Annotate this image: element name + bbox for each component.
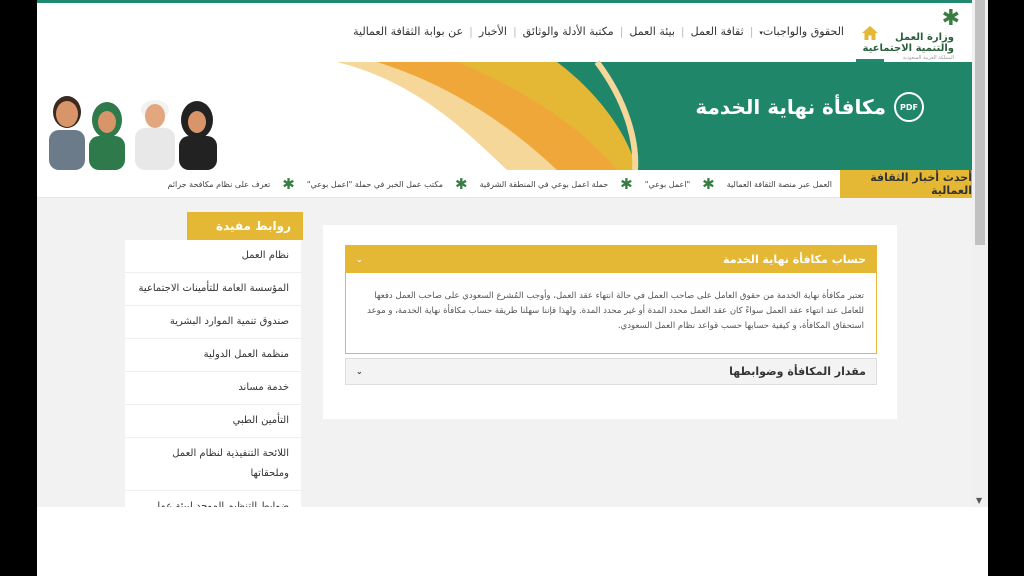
link-musaned[interactable]: خدمة مساند (125, 372, 301, 405)
people-illustration (37, 92, 227, 170)
nav-rights-duties[interactable]: الحقوق والواجبات▾ (759, 25, 844, 38)
scrollbar-thumb[interactable] (975, 0, 985, 245)
content-card (323, 225, 897, 419)
site-header (37, 0, 972, 62)
nav-separator: | (512, 25, 517, 38)
nav-about[interactable]: عن بوابة الثقافة العمالية (353, 25, 464, 38)
ticker-item[interactable]: مكتب عمل الخبر في حملة "اعمل بوعي" (306, 179, 444, 189)
main-nav (347, 25, 850, 38)
palm-logo-icon: ✱ (941, 6, 960, 31)
chevron-down-icon: ▾ (759, 29, 763, 37)
nav-separator: | (749, 25, 754, 38)
home-button[interactable] (856, 6, 884, 62)
screen-edge (988, 0, 1024, 576)
link-gosi[interactable]: المؤسسة العامة للتأمينات الاجتماعية (125, 273, 301, 306)
useful-links-title: روابط مفيدة (187, 212, 303, 240)
logo-line1: وزارة العمل (895, 32, 954, 43)
ticker-item[interactable]: العمل عبر منصة الثقافة العمالية (726, 179, 832, 189)
accordion-title: حساب مكافأة نهاية الخدمة (723, 253, 866, 266)
link-medical-insurance[interactable]: التأمين الطبي (125, 405, 301, 438)
accordion-header[interactable] (346, 246, 876, 273)
scroll-down-icon[interactable]: ▼ (976, 496, 983, 505)
link-labor-law[interactable]: نظام العمل (125, 240, 301, 273)
page-banner (37, 62, 972, 170)
accordion-body: تعتبر مكافأة نهاية الخدمة من حقوق العامل على صاحب العمل في حالة انتهاء عقد العمل، وأوجب المُشرع السعودي على صاحب العمل دفعها للعامل عند انتهاء عقد العمل سواءً كان عقد العمل محدد المدة أو غير محدد المدة. ولهذا فإننا سهلنا طريقة حساب مكافأة نهاية الخدمة، و موعد استحقاق المكافأة، و كيفية حسابها حسب قواعد نظام العمل السعودي. (367, 291, 864, 331)
link-executive-regulations[interactable]: اللائحة التنفيذية لنظام العمل وملحقاتها (125, 438, 301, 491)
page-title (695, 92, 924, 122)
ticker-items (163, 170, 836, 198)
page-title-text: مكافأة نهاية الخدمة (695, 95, 886, 119)
ministry-logo[interactable] (862, 6, 968, 62)
ticker-label: أحدث أخبار الثقافة العمالية (840, 170, 972, 198)
ticker-item[interactable]: "اعمل بوعي" (644, 179, 691, 189)
accordion-reward-amount[interactable] (345, 358, 877, 385)
useful-links-list (125, 240, 301, 507)
chevron-down-icon: ⌄ (356, 367, 363, 376)
nav-separator: | (619, 25, 624, 38)
chevron-down-icon: ⌄ (356, 255, 363, 264)
nav-library[interactable]: مكتبة الأدلة والوثائق (522, 25, 614, 38)
news-ticker (37, 170, 972, 198)
nav-separator: | (469, 25, 473, 38)
link-ilo[interactable]: منظمة العمل الدولية (125, 339, 301, 372)
nav-work-environment[interactable]: بيئة العمل (629, 25, 675, 38)
palm-logo-icon: ✱ (282, 175, 295, 193)
page-blank-area (37, 507, 988, 576)
ticker-item[interactable]: تعرف على نظام مكافحة جرائم (167, 179, 271, 189)
palm-logo-icon: ✱ (620, 175, 633, 193)
browser-viewport (37, 0, 972, 507)
logo-line2: والتنمية الاجتماعية (862, 43, 954, 54)
pdf-icon[interactable]: PDF (894, 92, 924, 122)
nav-separator: | (680, 25, 685, 38)
logo-line3: المملكة العربية السعودية (902, 55, 954, 61)
home-icon (862, 26, 878, 40)
vertical-scrollbar[interactable] (972, 0, 988, 507)
link-hrdf[interactable]: صندوق تنمية الموارد البشرية (125, 306, 301, 339)
nav-work-culture[interactable]: ثقافة العمل (690, 25, 744, 38)
nav-news[interactable]: الأخبار (478, 25, 507, 38)
palm-logo-icon: ✱ (702, 175, 715, 193)
ticker-item[interactable]: حملة اعمل بوعي في المنطقة الشرقية (479, 179, 609, 189)
palm-logo-icon: ✱ (455, 175, 468, 193)
accordion-title: مقدار المكافأة وضوابطها (729, 365, 866, 378)
accordion-calc-eos (345, 245, 877, 354)
